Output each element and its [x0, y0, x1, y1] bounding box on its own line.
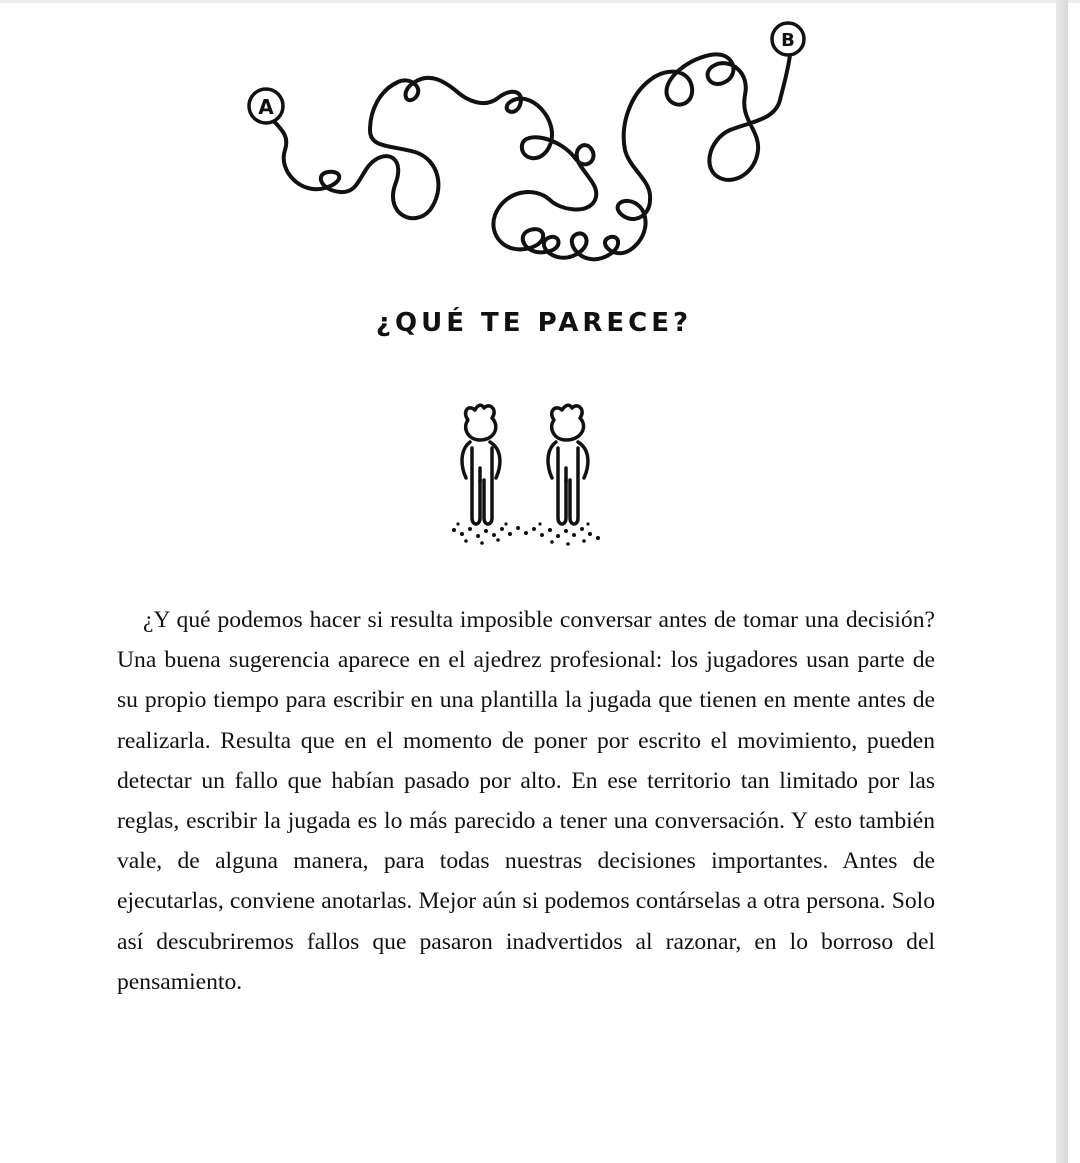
illustration-caption: ¿QUÉ TE PARECE? [375, 308, 693, 338]
tangled-path-line [268, 54, 790, 259]
figure-left [462, 405, 500, 524]
point-b-label: B [781, 30, 795, 51]
page-right-edge [1056, 0, 1068, 1163]
ground-dots [452, 522, 600, 545]
two-figures-illustration [440, 398, 610, 558]
figure-right [548, 405, 588, 524]
body-paragraph: ¿Y qué podemos hacer si resulta imposible conversar antes de tomar una decisión? Una buena sugerencia aparece en el ajedrez profesional: los jugadores usan parte de su propio tiempo para escribir en una plantilla la jugada que tienen en mente antes de realizarla. Resulta que en el momento de poner por escrito el movimiento, pueden detectar un fallo que habían pasado por alto. En ese territorio tan limitado por las reglas, escribir la jugada es lo más parecido a tener una conversación. Y esto también vale, de alguna manera, para todas nuestras decisiones importantes. Antes de ejecutarlas, conviene anotarlas. Mejor aún si podemos contárselas a otra persona. Solo así descubriremos fallos que pasaron inadvertidos al razonar, en lo borroso del pensamiento. [117, 607, 935, 995]
point-a-label: A [258, 95, 274, 119]
page-top-edge [0, 0, 1080, 3]
scribble-path-illustration [230, 10, 820, 290]
